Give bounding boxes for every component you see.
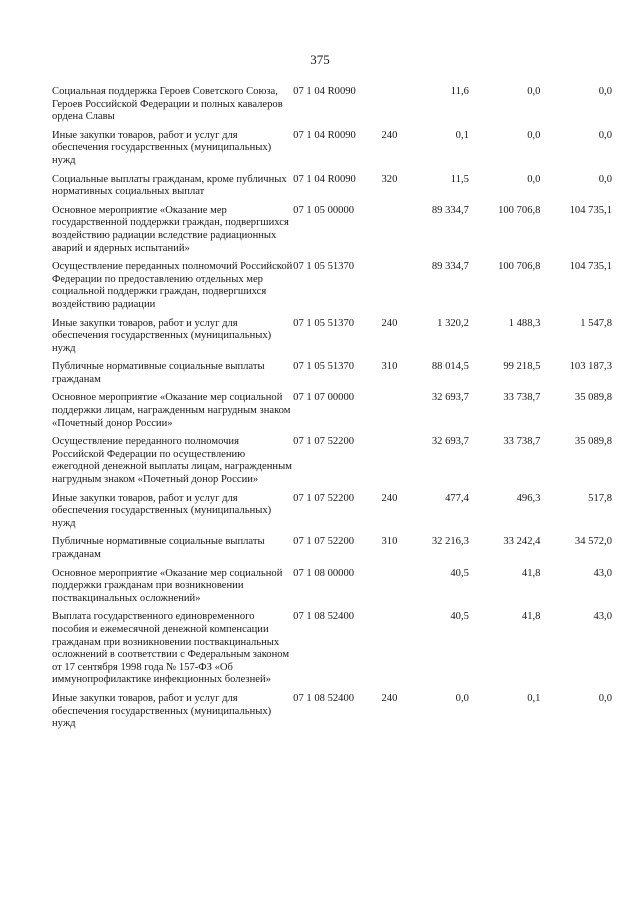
row-value-2-cell: 33 738,7 (503, 392, 541, 404)
table-row (52, 174, 612, 205)
row-value-2-cell: 0,0 (527, 129, 541, 141)
table-row (52, 361, 612, 392)
row-expense-type-cell (377, 568, 397, 612)
row-code-cell: 07 1 05 00000 (293, 204, 355, 216)
row-value-1-cell: 89 334,7 (431, 204, 469, 216)
row-name-cell: Социальные выплаты гражданам, кроме публичных нормативных социальных выплат (52, 173, 287, 198)
row-value-2-cell: 99 218,5 (503, 361, 541, 373)
row-code-cell: 07 1 07 52200 (293, 536, 355, 548)
row-value-2-cell: 0,0 (527, 173, 541, 185)
page-number: 375 (310, 52, 330, 67)
table-row (52, 536, 612, 567)
row-expense-type-cell (377, 205, 397, 261)
row-value-1-cell: 40,5 (450, 567, 469, 579)
budget-table-body (52, 86, 612, 737)
row-name-cell: Публичные нормативные социальные выплаты гражданам (52, 536, 265, 560)
row-code-cell: 07 1 07 52200 (293, 492, 355, 504)
row-value-2-cell: 0,0 (527, 86, 541, 97)
row-expense-type-cell (377, 611, 397, 693)
row-expense-type-cell: 320 (381, 173, 398, 185)
table-row (52, 205, 612, 261)
budget-table (52, 86, 612, 737)
row-name-cell: Основное мероприятие «Оказание мер социальной поддержки лицам, награжденным нагрудным знаком «Почетный донор России» (52, 392, 291, 429)
row-value-1-cell: 32 216,3 (431, 536, 469, 548)
table-row (52, 86, 612, 130)
row-value-2-cell: 41,8 (521, 611, 541, 623)
table-row (52, 568, 612, 612)
row-expense-type-cell: 240 (381, 492, 398, 504)
row-expense-type-cell: 240 (381, 317, 398, 329)
row-code-cell: 07 1 05 51370 (293, 261, 355, 273)
row-value-3-cell: 104 735,1 (569, 261, 612, 273)
table-row (52, 130, 612, 174)
row-name-cell: Осуществление переданного полномочия Российской Федерации по осуществлению ежегодной денежной выплаты лицам, награжденным нагрудным знаком «Почетный донор России» (52, 436, 292, 486)
row-value-3-cell: 43,0 (593, 611, 612, 623)
row-expense-type-cell (377, 436, 397, 492)
row-name-cell: Публичные нормативные социальные выплаты гражданам (52, 361, 265, 385)
table-row (52, 436, 612, 492)
row-code-cell: 07 1 04 R0090 (293, 173, 356, 185)
row-value-2-cell: 33 242,4 (503, 536, 541, 548)
row-code-cell: 07 1 04 R0090 (293, 86, 356, 97)
row-expense-type-cell: 240 (381, 692, 398, 704)
row-name-cell: Иные закупки товаров, работ и услуг для обеспечения государственных (муниципальных) нужд (52, 129, 272, 166)
row-value-3-cell: 103 187,3 (569, 361, 612, 373)
row-name-cell: Иные закупки товаров, работ и услуг для обеспечения государственных (муниципальных) нужд (52, 492, 272, 529)
row-code-cell: 07 1 07 00000 (293, 392, 355, 404)
row-expense-type-cell (377, 86, 397, 130)
row-value-2-cell: 496,3 (516, 492, 541, 504)
row-name-cell: Иные закупки товаров, работ и услуг для обеспечения государственных (муниципальных) нужд (52, 317, 272, 354)
row-code-cell: 07 1 08 52400 (293, 611, 355, 623)
row-value-3-cell: 34 572,0 (574, 536, 612, 548)
row-value-2-cell: 41,8 (521, 567, 541, 579)
row-value-3-cell: 35 089,8 (574, 436, 612, 448)
row-value-3-cell: 0,0 (598, 173, 612, 185)
row-value-3-cell: 517,8 (588, 492, 612, 504)
table-row (52, 611, 612, 693)
table-row (52, 318, 612, 362)
row-name-cell: Основное мероприятие «Оказание мер социальной поддержки гражданам при возникновении поствакцинальных осложнений» (52, 567, 283, 604)
row-value-1-cell: 11,6 (450, 86, 469, 97)
row-value-1-cell: 32 693,7 (431, 392, 469, 404)
row-value-3-cell: 104 735,1 (569, 204, 612, 216)
table-row (52, 693, 612, 737)
row-value-1-cell: 477,4 (445, 492, 469, 504)
row-name-cell: Социальная поддержка Героев Советского Союза, Героев Российской Федерации и полных кавалеров ордена Славы (52, 86, 283, 123)
row-value-1-cell: 40,5 (450, 611, 469, 623)
row-value-3-cell: 35 089,8 (574, 392, 612, 404)
row-value-2-cell: 33 738,7 (503, 436, 541, 448)
row-code-cell: 07 1 07 52200 (293, 436, 355, 448)
row-expense-type-cell: 310 (381, 536, 398, 548)
table-row (52, 493, 612, 537)
row-value-2-cell: 100 706,8 (498, 204, 541, 216)
row-value-1-cell: 0,1 (455, 129, 469, 141)
row-value-3-cell: 0,0 (598, 86, 612, 97)
row-code-cell: 07 1 05 51370 (293, 361, 355, 373)
row-value-2-cell: 1 488,3 (508, 317, 541, 329)
row-value-1-cell: 32 693,7 (431, 436, 469, 448)
row-value-1-cell: 89 334,7 (431, 261, 469, 273)
row-value-3-cell: 0,0 (598, 129, 612, 141)
row-name-cell: Основное мероприятие «Оказание мер государственной поддержки граждан, подвергшихся воздействию радиации вследствие радиационных аварий и ядерных испытаний» (52, 204, 289, 254)
row-value-3-cell: 0,0 (598, 692, 612, 704)
row-value-1-cell: 1 320,2 (437, 317, 469, 329)
table-row (52, 261, 612, 317)
row-value-2-cell: 0,1 (527, 692, 541, 704)
row-code-cell: 07 1 05 51370 (293, 317, 355, 329)
row-value-1-cell: 0,0 (455, 692, 469, 704)
row-name-cell: Выплата государственного единовременного пособия и ежемесячной денежной компенсации гражданам при возникновении поствакцинальных осложнений в соответствии с Федеральным законом от 17 сентября 1998 года № 157-ФЗ «Об иммунопрофилактике инфекционных болезней» (52, 611, 290, 686)
row-expense-type-cell: 240 (381, 129, 398, 141)
row-code-cell: 07 1 08 00000 (293, 567, 355, 579)
row-value-2-cell: 100 706,8 (498, 261, 541, 273)
row-name-cell: Иные закупки товаров, работ и услуг для обеспечения государственных (муниципальных) нужд (52, 692, 272, 730)
row-code-cell: 07 1 04 R0090 (293, 129, 356, 141)
row-expense-type-cell (377, 261, 397, 317)
row-value-1-cell: 88 014,5 (431, 361, 469, 373)
row-value-1-cell: 11,5 (450, 173, 469, 185)
row-value-3-cell: 1 547,8 (580, 317, 612, 329)
row-value-3-cell: 43,0 (593, 567, 612, 579)
row-expense-type-cell: 310 (381, 361, 398, 373)
table-row (52, 392, 612, 436)
row-name-cell: Осуществление переданных полномочий Российской Федерации по предоставлению отдельных мер социальной поддержки граждан, подвергшихся воздействию радиации (52, 261, 293, 310)
row-code-cell: 07 1 08 52400 (293, 692, 355, 704)
row-expense-type-cell (377, 392, 397, 436)
